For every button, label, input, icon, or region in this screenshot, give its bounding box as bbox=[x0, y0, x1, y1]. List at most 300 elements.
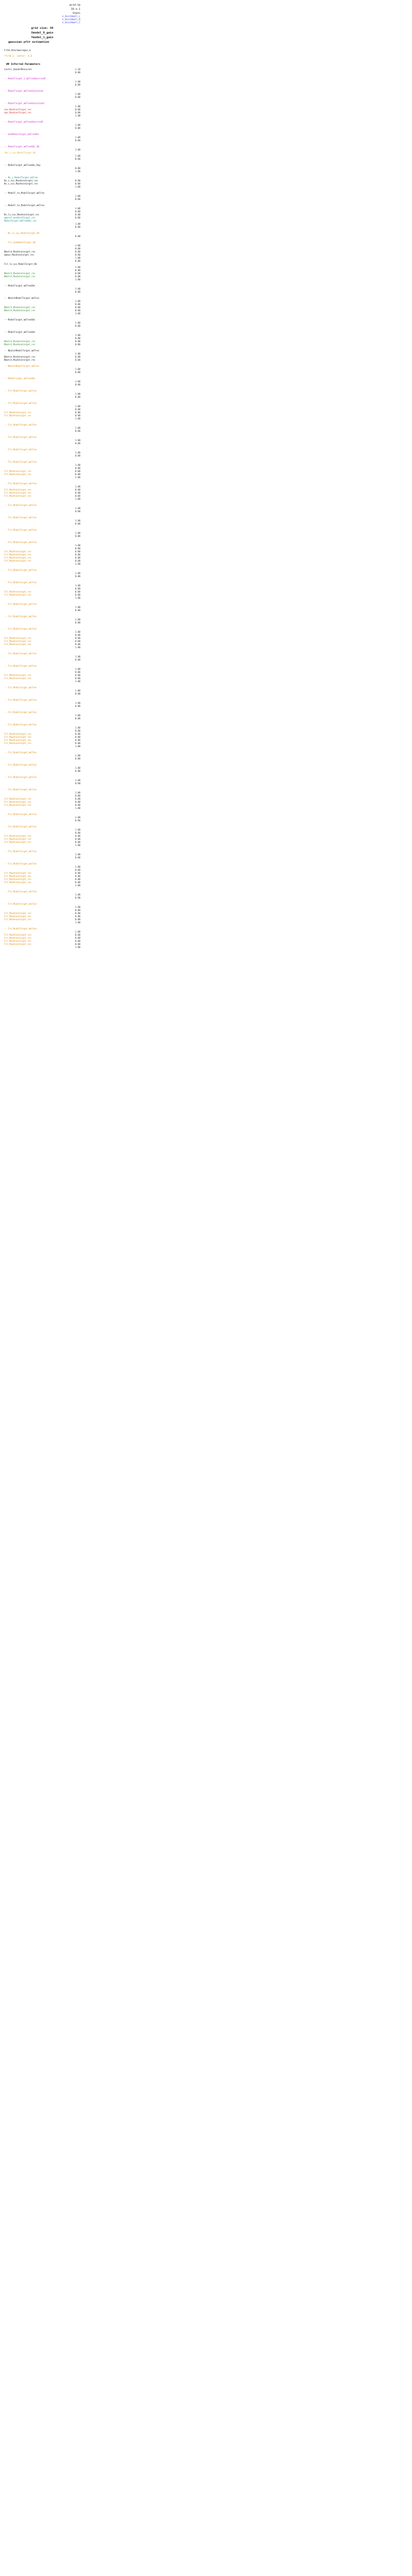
parameter-value: 0.00 bbox=[75, 167, 80, 170]
parameter-value: 0.00 bbox=[75, 640, 80, 642]
parameter-value: 0.00 bbox=[75, 878, 80, 880]
header-line: grid.tp bbox=[69, 4, 80, 7]
parameter-name: Fit_MaxAnnotarget_res bbox=[4, 414, 31, 417]
parameter-name: Fit_MaxAnnotarget_res bbox=[4, 590, 31, 593]
parameter-value: 1.00 bbox=[75, 572, 80, 574]
parameter-name: *Nv_x_xxx_ModelFarget_SW bbox=[4, 151, 36, 154]
parameter-name: Fit_MaxAnnotarget_res bbox=[4, 492, 31, 494]
parameter-value: 0.00 bbox=[75, 794, 80, 797]
parameter-value: 1.00 bbox=[75, 380, 80, 383]
parameter-value: 0.00 bbox=[75, 139, 80, 142]
parameter-name: -- Fit_maxModelFarget_SW bbox=[4, 241, 36, 244]
parameter-value: 0.00 bbox=[75, 275, 80, 278]
parameter-value: 0.00 bbox=[75, 782, 80, 785]
parameter-row bbox=[4, 417, 80, 420]
parameter-value: 0.00 bbox=[75, 492, 80, 494]
parameter-name: -- Fit_ModelFarget_mmTree bbox=[4, 516, 37, 519]
parameter-row bbox=[4, 717, 80, 720]
parameter-value: 0.00 bbox=[75, 587, 80, 590]
parameter-value: 1.00 bbox=[75, 155, 80, 157]
parameter-value: 0.00 bbox=[75, 736, 80, 738]
parameter-value: 0.00 bbox=[75, 621, 80, 624]
parameter-value: 1.00 bbox=[75, 807, 80, 809]
parameter-value: 1.00 bbox=[75, 266, 80, 268]
parameter-row bbox=[4, 745, 80, 748]
parameter-name: Fit_MaxAnnotarget_res bbox=[4, 677, 31, 680]
parameter-row bbox=[4, 226, 80, 229]
parameter-name: Fit_MaxAnnotarget_res bbox=[4, 560, 31, 562]
parameter-row bbox=[4, 510, 80, 513]
parameter-value: 1.00 bbox=[75, 921, 80, 924]
parameter-value: 1.00 bbox=[75, 689, 80, 692]
parameter-value: 1.00 bbox=[75, 334, 80, 336]
parameter-value: 1.00 bbox=[75, 946, 80, 948]
parameter-name: Nbatch_MaxAnnotarget_res bbox=[4, 272, 36, 275]
parameter-name: Fit_MaxAnnotarget_res bbox=[4, 411, 31, 414]
parameter-value: 0.00 bbox=[75, 411, 80, 414]
parameter-value: 0.00 bbox=[75, 355, 80, 358]
parameter-value: 1.00 bbox=[75, 185, 80, 188]
parameter-row bbox=[4, 127, 80, 130]
parameter-value: 0.00 bbox=[75, 742, 80, 744]
parameter-value: 1.00 bbox=[75, 257, 80, 259]
parameter-name: -- NbatchModelTarget_mmTree bbox=[4, 297, 40, 299]
parameter-name: Nbatch_MaxAnnotarget_res bbox=[4, 275, 36, 278]
parameter-value: 0.00 bbox=[75, 371, 80, 374]
parameter-name: Nbatch_MaxAnnotarget_res bbox=[4, 306, 36, 309]
parameter-name: -- Nv_x_ModelTarget_mmTree bbox=[4, 176, 38, 179]
parameter-value: 1.00 bbox=[75, 393, 80, 395]
parameter-value: 0.00 bbox=[75, 674, 80, 676]
parameter-value: 1.00 bbox=[75, 312, 80, 315]
parameter-value: 0.00 bbox=[75, 306, 80, 309]
parameter-row bbox=[4, 646, 80, 649]
parameter-value: 1.00 bbox=[75, 844, 80, 846]
parameter-name: -- Fit_ModelFarget_mmTree bbox=[4, 711, 37, 714]
parameter-value: 0.00 bbox=[75, 71, 80, 74]
parameter-name: -- ModelFarget_mmTreeObs bbox=[4, 284, 36, 287]
parameter-name: -- Fit_ModelFarget_mmTree bbox=[4, 699, 37, 701]
parameter-value: 0.00 bbox=[75, 915, 80, 918]
parameter-name: -- Fit_ModelFarget_mmTree bbox=[4, 581, 37, 584]
parameter-value: 1.00 bbox=[75, 906, 80, 908]
parameter-value: 1.00 bbox=[75, 754, 80, 757]
parameter-row bbox=[4, 96, 80, 99]
parameter-name: Fit_MaxAnnotarget_res bbox=[4, 934, 31, 936]
parameter-name: -- Fit_ModelFarget_mmTree bbox=[4, 776, 37, 778]
parameter-value: 0.00 bbox=[75, 692, 80, 695]
parameter-value: 0.00 bbox=[75, 590, 80, 593]
parameter-value: 0.00 bbox=[75, 556, 80, 559]
parameter-row bbox=[4, 770, 80, 773]
parameter-row bbox=[4, 819, 80, 822]
parameter-value: 0.00 bbox=[75, 396, 80, 398]
parameter-name: -- Fit_ModelFarget_mmTree bbox=[4, 723, 37, 726]
parameter-name: -- ModelF_to_ModelFarget_mmTree bbox=[4, 192, 45, 194]
parameter-value: 0.00 bbox=[75, 408, 80, 411]
parameter-value: 0.00 bbox=[75, 430, 80, 432]
parameter-row bbox=[4, 522, 80, 526]
parameter-value: 0.00 bbox=[75, 934, 80, 936]
parameter-row bbox=[4, 114, 80, 117]
parameter-value: 1.00 bbox=[75, 828, 80, 831]
parameter-name: Fit_MaxAnnotarget_res bbox=[4, 841, 31, 843]
parameter-value: 1.00 bbox=[75, 207, 80, 210]
parameter-name: Fit_MaxAnnotarget_res bbox=[4, 736, 31, 738]
parameter-row bbox=[4, 757, 80, 760]
pre-section-line: Fit0_Xhardwaregeo_m bbox=[4, 49, 31, 52]
parameter-name: -- Fit_ModelFarget_mmTree bbox=[4, 541, 37, 544]
parameter-row bbox=[4, 575, 80, 578]
parameter-value: 0.00 bbox=[75, 83, 80, 86]
parameter-value: 0.00 bbox=[75, 247, 80, 250]
parameter-value: 0.00 bbox=[75, 127, 80, 129]
parameter-value: 0.00 bbox=[75, 609, 80, 612]
parameter-value: 1.00 bbox=[75, 779, 80, 782]
parameter-value: 0.00 bbox=[75, 875, 80, 877]
parameter-name: -- Fit_ModelFarget_mmTree bbox=[4, 652, 37, 655]
parameter-value: 1.00 bbox=[75, 114, 80, 117]
parameter-name: -- ModelFarget_1_mmTreeObservedP bbox=[4, 77, 46, 80]
parameter-row bbox=[4, 563, 80, 566]
parameter-value: 1.00 bbox=[75, 148, 80, 151]
parameter-name: Fit_MaxAnnotarget_res bbox=[4, 915, 31, 918]
parameter-value: 1.00 bbox=[75, 544, 80, 547]
parameter-row bbox=[4, 359, 80, 362]
parameter-value: 0.00 bbox=[75, 869, 80, 871]
parameter-value: 0.00 bbox=[75, 235, 80, 238]
parameter-name: -- Fit_ModelFarget_mmTree bbox=[4, 436, 37, 438]
parameter-name: Nbatch_MaxAnnotarget_res bbox=[4, 309, 36, 312]
parameter-row bbox=[4, 430, 80, 433]
parameter-value: 0.00 bbox=[75, 216, 80, 219]
parameter-value: 0.00 bbox=[75, 918, 80, 921]
text-column bbox=[4, 3, 80, 949]
parameter-row bbox=[4, 946, 80, 949]
parameter-value: 0.00 bbox=[75, 467, 80, 469]
parameter-name: Fit_MaxAnnotarget_res bbox=[4, 739, 31, 741]
parameter-value: 0.00 bbox=[75, 717, 80, 720]
parameter-row bbox=[4, 198, 80, 201]
parameter-value: 0.00 bbox=[75, 856, 80, 859]
parameter-value: 0.00 bbox=[75, 535, 80, 537]
parameter-row bbox=[4, 807, 80, 810]
parameter-value: 0.00 bbox=[75, 838, 80, 840]
parameter-row bbox=[4, 83, 80, 87]
parameter-name: Fit_MaxAnnotarget_res bbox=[4, 594, 31, 596]
parameter-name: -- Fit_ModelFarget_mmTree bbox=[4, 825, 37, 828]
parameter-name: -- Fit_ModelFarget_mmTree bbox=[4, 813, 37, 816]
parameter-row bbox=[4, 658, 80, 662]
parameter-name: Fit_MaxAnnotarget_res bbox=[4, 550, 31, 553]
parameter-name: Fit_MaxAnnotarget_res bbox=[4, 943, 31, 945]
parameter-value: 0.00 bbox=[75, 488, 80, 491]
parameter-value: 1.00 bbox=[75, 606, 80, 608]
parameter-value: 0.00 bbox=[75, 801, 80, 803]
parameter-row bbox=[4, 621, 80, 624]
parameter-value: 0.00 bbox=[75, 343, 80, 346]
parameter-value: 0.00 bbox=[75, 634, 80, 636]
parameter-value: 1.00 bbox=[75, 655, 80, 658]
parameter-name: mpbox_MaxAnnotarget_res bbox=[4, 253, 34, 256]
parameter-value: 1.00 bbox=[75, 439, 80, 442]
parameter-value: 1.00 bbox=[75, 417, 80, 420]
parameter-name: -- Fit_ModelFarget_mmTree bbox=[4, 482, 37, 485]
parameter-value: 1.00 bbox=[75, 93, 80, 95]
parameter-value: 0.00 bbox=[75, 841, 80, 843]
parameter-name: -- ModelFarget_mmTreeObs bbox=[4, 331, 36, 333]
parameter-name: -- Fit_ModelFarget_mmTree bbox=[4, 603, 37, 605]
parameter-name: -- NbatchModelTarget_mmTree bbox=[4, 349, 40, 352]
parameter-value: 0.00 bbox=[75, 940, 80, 942]
parameter-name: -- Fit_ModelFarget_mmTree bbox=[4, 665, 37, 667]
parameter-row bbox=[4, 680, 80, 683]
parameter-name: -- maxModelTarget_mmTreeObs bbox=[4, 133, 40, 135]
parameter-row bbox=[4, 158, 80, 161]
parameter-value: 1.00 bbox=[75, 405, 80, 408]
parameter-row bbox=[4, 609, 80, 612]
parameter-name: Nv_x_xxx_MaxAnnotarget_res bbox=[4, 182, 38, 185]
parameter-value: 1.00 bbox=[75, 884, 80, 887]
parameter-value: 0.00 bbox=[75, 260, 80, 262]
parameter-name: Fit_MaxAnnotarget_res bbox=[4, 637, 31, 639]
parameter-value: 0.00 bbox=[75, 575, 80, 578]
parameter-value: 1.00 bbox=[75, 136, 80, 139]
parameter-value: 0.00 bbox=[75, 832, 80, 834]
parameter-row bbox=[4, 535, 80, 538]
parameter-value: 0.00 bbox=[75, 158, 80, 160]
parameter-value: 0.00 bbox=[75, 337, 80, 340]
parameter-name: mmpref_maxAnnoTarget_res bbox=[4, 216, 36, 219]
parameter-value: 0.00 bbox=[75, 547, 80, 550]
parameter-value: 0.00 bbox=[75, 210, 80, 213]
parameter-name: ModelFarget_mmTreeObs_res bbox=[4, 219, 37, 222]
parameter-value: 0.00 bbox=[75, 550, 80, 553]
parameter-name: Fit_MaxAnnotarget_res bbox=[4, 470, 31, 472]
parameter-name: -- ModelFarget_mmTreeObs bbox=[4, 318, 36, 321]
parameter-value: 0.00 bbox=[75, 872, 80, 874]
parameter-name: -- Fit_ModelFarget_mmTree bbox=[4, 862, 37, 865]
parameter-value: 0.00 bbox=[75, 325, 80, 327]
parameter-name: Nbatch_MaxAnnotarget_res bbox=[4, 359, 36, 361]
parameter-row bbox=[4, 139, 80, 142]
parameter-value: 1.00 bbox=[75, 853, 80, 856]
parameter-value: 0.00 bbox=[75, 522, 80, 525]
parameter-value: 1.00 bbox=[75, 726, 80, 729]
parameter-name: Fit_MaxAnnotarget_res bbox=[4, 556, 31, 559]
parameter-row bbox=[4, 705, 80, 708]
parameter-value: 1.00 bbox=[75, 519, 80, 522]
parameter-value: 0.00 bbox=[75, 912, 80, 914]
header-line: Stats bbox=[72, 12, 80, 15]
parameter-value: 1.00 bbox=[75, 745, 80, 748]
parameter-row bbox=[4, 921, 80, 924]
parameter-value: 1.00 bbox=[75, 680, 80, 683]
parameter-value: 0.00 bbox=[75, 730, 80, 732]
parameter-value: 0.00 bbox=[75, 269, 80, 272]
parameter-row bbox=[4, 71, 80, 74]
parameter-value: 1.00 bbox=[75, 287, 80, 290]
parameter-value: 1.00 bbox=[75, 223, 80, 225]
parameter-value: 0.00 bbox=[75, 291, 80, 293]
parameter-row bbox=[4, 476, 80, 479]
parameter-value: 1.00 bbox=[75, 476, 80, 479]
parameter-value: 0.00 bbox=[75, 804, 80, 806]
parameter-name: -- Fit_ModelFarget_mmTree bbox=[4, 628, 37, 630]
parameter-value: 0.00 bbox=[75, 213, 80, 216]
parameter-value: 1.00 bbox=[75, 816, 80, 819]
parameter-name: Fit_MaxAnnotarget_res bbox=[4, 878, 31, 880]
parameter-value: 0.00 bbox=[75, 770, 80, 772]
parameter-name: Fit_MaxAnnotarget_res bbox=[4, 640, 31, 642]
parameter-value: 0.00 bbox=[75, 757, 80, 760]
parameter-name: -- Fit_ModelFarget_mmTree bbox=[4, 504, 37, 506]
parameter-name: -- Fit_ModelFarget_mmTree bbox=[4, 461, 37, 463]
parameter-value: 0.00 bbox=[75, 510, 80, 513]
parameter-value: 0.00 bbox=[75, 179, 80, 182]
parameter-value: 1.10 bbox=[75, 68, 80, 71]
parameter-row bbox=[4, 185, 80, 189]
parameter-name: -- Fit_ModelFarget_mmTree bbox=[4, 423, 37, 426]
legend bbox=[4, 15, 80, 25]
parameter-name: -- ModelFarget_mmTreeObs bbox=[4, 377, 36, 380]
parameter-value: 1.00 bbox=[75, 124, 80, 126]
parameter-value: 1.00 bbox=[75, 597, 80, 599]
parameter-name: Fit_MaxAnnotarget_res bbox=[4, 937, 31, 939]
parameter-value: 1.00 bbox=[75, 866, 80, 868]
parameter-name: -- Fit_ModelFarget_mmTree bbox=[4, 903, 37, 905]
parameter-value: 1.00 bbox=[75, 195, 80, 197]
parameter-value: 0.00 bbox=[75, 896, 80, 899]
parameter-name: Fit_MaxAnnotarget_res bbox=[4, 912, 31, 914]
parameter-row bbox=[4, 498, 80, 501]
parameter-name: -- NbatchModelTarget_mmTree bbox=[4, 365, 40, 367]
parameter-row bbox=[4, 692, 80, 696]
parameter-name: -- Fit_ModelFarget_mmTree bbox=[4, 389, 37, 392]
parameter-row bbox=[4, 442, 80, 445]
parameter-list bbox=[4, 68, 80, 949]
parameter-value: 1.00 bbox=[75, 791, 80, 794]
parameter-name: -- Fit_ModelFarget_mmTree bbox=[4, 850, 37, 853]
parameter-row bbox=[4, 291, 80, 294]
parameter-value: 1.00 bbox=[75, 80, 80, 83]
parameter-row bbox=[4, 844, 80, 847]
parameter-value: 0.00 bbox=[75, 111, 80, 114]
parameter-value: 1.00 bbox=[75, 714, 80, 717]
parameter-value: 1.00 bbox=[75, 930, 80, 933]
parameter-value: 1.00 bbox=[75, 300, 80, 302]
parameter-value: 1.00 bbox=[75, 464, 80, 466]
parameter-value: 0.00 bbox=[75, 819, 80, 822]
parameter-name: Fit_MaxAnnotarget_res bbox=[4, 643, 31, 646]
parameter-name: Fit_MaxAnnotarget_res bbox=[4, 804, 31, 806]
parameter-value: 0.00 bbox=[75, 383, 80, 386]
parameter-value: 0.00 bbox=[75, 303, 80, 306]
parameter-row bbox=[4, 371, 80, 374]
parameter-name: Fit_MaxAnnotarget_res bbox=[4, 733, 31, 735]
parameter-value: 0.00 bbox=[75, 658, 80, 661]
parameter-value: 0.00 bbox=[75, 943, 80, 945]
parameter-name: max_MaxAnnoTarget_res bbox=[4, 111, 31, 114]
parameter-value: 1.00 bbox=[75, 532, 80, 534]
parameter-row bbox=[4, 278, 80, 281]
parameter-name: -- ModelF_to_ModelFarget_mmTree bbox=[4, 204, 45, 207]
parameter-name: Nv_x_xxx_MaxAnnotarget_res bbox=[4, 179, 38, 182]
parameter-row bbox=[4, 343, 80, 346]
parameter-value: 1.00 bbox=[75, 618, 80, 621]
parameter-name: -- Fit_ModelFarget_mmTree bbox=[4, 927, 37, 930]
parameter-value: 0.00 bbox=[75, 198, 80, 200]
subtitle: gaussian pfit estimation bbox=[8, 41, 49, 44]
title-line: Xmodel_0_gain bbox=[31, 31, 54, 35]
parameter-name: -- Fit_ModelFarget_mmTree bbox=[4, 529, 37, 531]
parameter-row bbox=[4, 312, 80, 315]
parameter-name: Fit_lo_xxx_ModelFarget_SW bbox=[4, 263, 37, 265]
header-block bbox=[4, 3, 80, 15]
parameter-name: Fit_MaxAnnotarget_res bbox=[4, 495, 31, 497]
parameter-name: Fit_MaxAnnotarget_res bbox=[4, 798, 31, 800]
parameter-value: 1.00 bbox=[75, 278, 80, 281]
parameter-name: Fit_MaxAnnotarget_res bbox=[4, 742, 31, 744]
parameter-value: 0.00 bbox=[75, 253, 80, 256]
parameter-name: -- Fit_ModelFarget_mmTree bbox=[4, 890, 37, 893]
parameter-value: 0.00 bbox=[75, 705, 80, 707]
parameter-value: 1.00 bbox=[75, 105, 80, 108]
parameter-value: 1.00 bbox=[75, 646, 80, 649]
parameter-value: 1.00 bbox=[75, 244, 80, 247]
legend-item: n_AxisSmall_L bbox=[62, 15, 80, 18]
parameter-name: -- Fit_ModelFarget_mmTree bbox=[4, 448, 37, 451]
parameter-value: 1.00 bbox=[75, 498, 80, 500]
parameter-name: new_MaxAnnoTarget_res bbox=[4, 108, 31, 111]
parameter-value: 1.00 bbox=[75, 321, 80, 324]
parameter-value: 0.00 bbox=[75, 108, 80, 111]
parameter-name: -- Fit_ModelFarget_mmTree bbox=[4, 764, 37, 766]
parameter-row bbox=[4, 856, 80, 859]
parameter-name: Nbatch_MaxAnnotarget_res bbox=[4, 250, 36, 253]
parameter-row bbox=[4, 597, 80, 600]
parameter-value: 0.00 bbox=[75, 359, 80, 361]
parameter-value: 0.00 bbox=[75, 553, 80, 556]
parameter-row bbox=[4, 884, 80, 887]
parameter-value: 1.00 bbox=[75, 893, 80, 896]
parameter-value: 0.00 bbox=[75, 473, 80, 476]
section-title: ## Inferred Parameters bbox=[6, 63, 41, 66]
parameter-name: -- Fit_ModelFarget_mmTree bbox=[4, 402, 37, 404]
title-block bbox=[4, 26, 80, 40]
parameter-value: 0.00 bbox=[75, 739, 80, 741]
parameter-value: 1.00 bbox=[75, 427, 80, 429]
parameter-name: Fit_MaxAnnotarget_res bbox=[4, 488, 31, 491]
parameter-name: Fit_MaxAnnotarget_res bbox=[4, 918, 31, 921]
parameter-name: -- ModelFarget_mmTreeObservedP bbox=[4, 121, 43, 123]
parameter-name: -- ModelFarget_mmTreeAnnotated2 bbox=[4, 102, 45, 105]
parameter-name: Fit_MaxAnnotarget_res bbox=[4, 835, 31, 837]
parameter-value: 1.00 bbox=[75, 368, 80, 370]
parameter-name: Fit_MaxAnnotarget_res bbox=[4, 674, 31, 676]
parameter-name: Fit_MaxAnnotarget_res bbox=[4, 473, 31, 476]
parameter-row bbox=[4, 383, 80, 386]
title-line: grid size: 99 bbox=[31, 27, 54, 30]
pre-section-line: *Fit0_1: center: 0.0 bbox=[4, 55, 32, 58]
parameter-name: Fit_MaxAnnotarget_res bbox=[4, 838, 31, 840]
parameter-value: 0.00 bbox=[75, 643, 80, 646]
parameter-value: 0.00 bbox=[75, 798, 80, 800]
parameter-row bbox=[4, 896, 80, 900]
parameter-name: Nbatch_MaxAnnotarget_res bbox=[4, 355, 36, 358]
parameter-value: 0.00 bbox=[75, 226, 80, 228]
parameter-value: 0.00 bbox=[75, 495, 80, 497]
